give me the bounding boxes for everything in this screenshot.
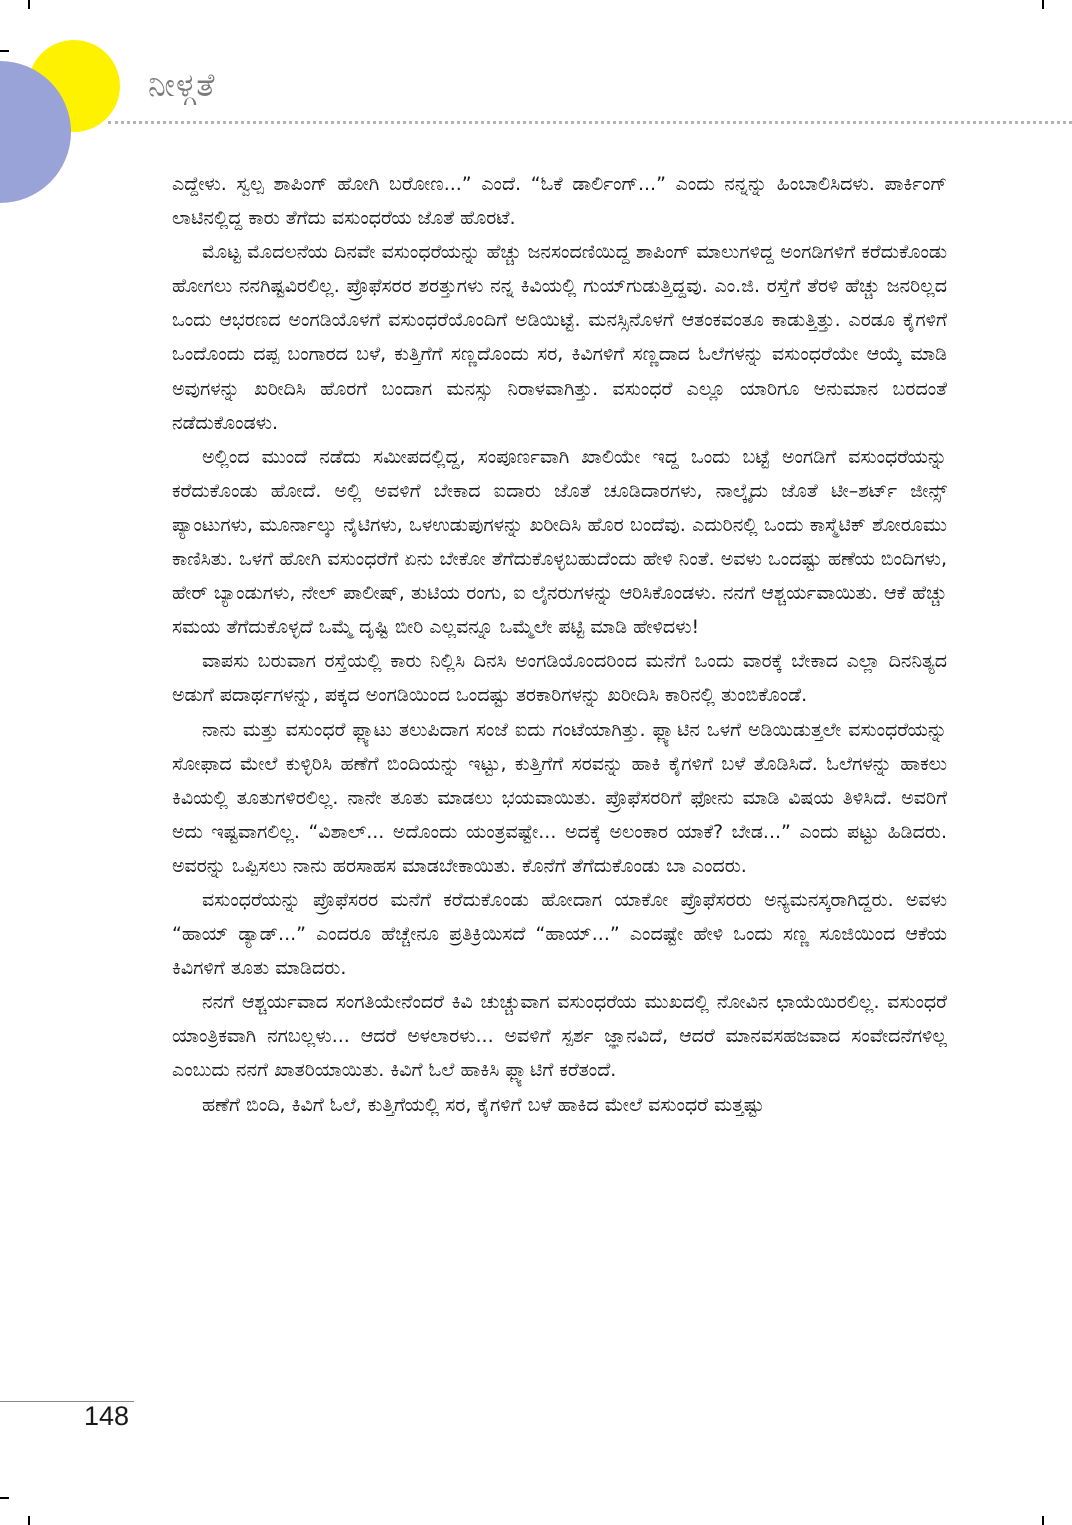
paragraph-1: ಎದ್ದೇಳು. ಸ್ವಲ್ಪ ಶಾಪಿಂಗ್ ಹೋಗಿ ಬರೋಣ...” ಎಂದೆ. “ಓಕೆ ಡಾರ್ಲಿಂಗ್...” ಎಂದು ನನ್ನನ್ನು ಹಿಂಬಾಲಿಸಿದಳು. ಪಾರ್ಕಿಂಗ್ ಲಾಟಿನಲ್ಲಿದ್ದ ಕಾರು ತೆಗೆದು ವಸುಂಧರೆಯ ಜೊತೆ ಹೊರಟೆ. xyxy=(172,173,947,230)
paragraph-2: ಮೊಟ್ಟ ಮೊದಲನೆಯ ದಿನವೇ ವಸುಂಧರೆಯನ್ನು ಹೆಚ್ಚು ಜನಸಂದಣಿಯಿದ್ದ ಶಾಪಿಂಗ್ ಮಾಲುಗಳಿದ್ದ ಅಂಗಡಿಗಳಿಗೆ ಕರೆದುಕೊಂಡು ಹೋಗಲು ನನಗಿಷ್ಟವಿರಲಿಲ್ಲ. ಪ್ರೊಫೆಸರರ ಶರತ್ತುಗಳು ನನ್ನ ಕಿವಿಯಲ್ಲಿ ಗುಯ್‌ಗುಡುತ್ತಿದ್ದವು. ಎಂ.ಜಿ. ರಸ್ತೆಗೆ ತೆರಳಿ ಹೆಚ್ಚು ಜನರಿಲ್ಲದ ಒಂದು ಆಭರಣದ ಅಂಗಡಿಯೊಳಗೆ ವಸುಂಧರೆಯೊಂದಿಗೆ ಅಡಿಯಿಟ್ಟೆ. ಮನಸ್ಸಿನೊಳಗೆ ಆತಂಕವಂತೂ ಕಾಡುತ್ತಿತ್ತು. ಎರಡೂ ಕೈಗಳಿಗೆ ಒಂದೊಂದು ದಪ್ಪ ಬಂಗಾರದ ಬಳೆ, ಕುತ್ತಿಗೆಗೆ ಸಣ್ಣದೊಂದು ಸರ, ಕಿವಿಗಳಿಗೆ ಸಣ್ಣದಾದ ಓಲೆಗಳನ್ನು ವಸುಂಧರೆಯೇ ಆಯ್ಕೆ ಮಾಡಿ ಅವುಗಳನ್ನು ಖರೀದಿಸಿ ಹೊರಗೆ ಬಂದಾಗ ಮನಸ್ಸು ನಿರಾಳವಾಗಿತ್ತು. ವಸುಂಧರೆ ಎಲ್ಲೂ ಯಾರಿಗೂ ಅನುಮಾನ ಬರದಂತೆ ನಡೆದುಕೊಂಡಳು. xyxy=(172,241,947,434)
crop-mark-left-lower xyxy=(0,1497,9,1499)
crop-mark-bottom-right xyxy=(1042,1516,1044,1525)
story-body xyxy=(172,167,947,1122)
section-title: ನೀಳ್ಗತೆ xyxy=(148,66,216,104)
crop-mark-bottom-left xyxy=(28,1516,30,1525)
paragraph-7: ನನಗೆ ಆಶ್ಚರ್ಯವಾದ ಸಂಗತಿಯೇನೆಂದರೆ ಕಿವಿ ಚುಚ್ಚುವಾಗ ವಸುಂಧರೆಯ ಮುಖದಲ್ಲಿ ನೋವಿನ ಛಾಯೆಯಿರಲಿಲ್ಲ. ವಸುಂಧರೆ ಯಾಂತ್ರಿಕವಾಗಿ ನಗಬಲ್ಲಳು... ಆದರೆ ಅಳಲಾರಳು... ಅವಳಿಗೆ ಸ್ಪರ್ಶ ಜ್ಞಾನವಿದೆ, ಆದರೆ ಮಾನವಸಹಜವಾದ ಸಂವೇದನೆಗಳಿಲ್ಲ ಎಂಬುದು ನನಗೆ ಖಾತರಿಯಾಯಿತು. ಕಿವಿಗೆ ಓಲೆ ಹಾಕಿಸಿ ಫ್ಲ್ಯಾಟಿಗೆ ಕರೆತಂದೆ. xyxy=(172,991,947,1082)
paragraph-3: ಅಲ್ಲಿಂದ ಮುಂದೆ ನಡೆದು ಸಮೀಪದಲ್ಲಿದ್ದ, ಸಂಪೂರ್ಣವಾಗಿ ಖಾಲಿಯೇ ಇದ್ದ ಒಂದು ಬಟ್ಟೆ ಅಂಗಡಿಗೆ ವಸುಂಧರೆಯನ್ನು ಕರೆದುಕೊಂಡು ಹೋದೆ. ಅಲ್ಲಿ ಅವಳಿಗೆ ಬೇಕಾದ ಐದಾರು ಜೊತೆ ಚೂಡಿದಾರಗಳು, ನಾಲ್ಕೈದು ಜೊತೆ ಟೀ–ಶರ್ಟ್ ಜೀನ್ಸ್ ಪ್ಯಾಂಟುಗಳು, ಮೂರ್ನಾಲ್ಕು ನೈಟಿಗಳು, ಒಳಉಡುಪುಗಳನ್ನು ಖರೀದಿಸಿ ಹೊರ ಬಂದೆವು. ಎದುರಿನಲ್ಲಿ ಒಂದು ಕಾಸ್ಮೆಟಿಕ್ ಶೋರೂಮು ಕಾಣಿಸಿತು. ಒಳಗೆ ಹೋಗಿ ವಸುಂಧರೆಗೆ ಏನು ಬೇಕೋ ತೆಗೆದುಕೊಳ್ಳಬಹುದೆಂದು ಹೇಳಿ ನಿಂತೆ. ಅವಳು ಒಂದಷ್ಟು ಹಣೆಯ ಬಿಂದಿಗಳು, ಹೇರ್ ಬ್ಯಾಂಡುಗಳು, ನೇಲ್ ಪಾಲೀಷ್, ತುಟಿಯ ರಂಗು, ಐ ಲೈನರುಗಳನ್ನು ಆರಿಸಿಕೊಂಡಳು. ನನಗೆ ಆಶ್ಚರ್ಯವಾಯಿತು. ಆಕೆ ಹೆಚ್ಚು ಸಮಯ ತೆಗೆದುಕೊಳ್ಳದೆ ಒಮ್ಮೆ ದೃಷ್ಟಿ ಬೀರಿ ಎಲ್ಲವನ್ನೂ ಒಮ್ಮೆಲೇ ಪಟ್ಟಿ ಮಾಡಿ ಹೇಳಿದಳು! xyxy=(172,445,947,639)
paragraph-5: ನಾನು ಮತ್ತು ವಸುಂಧರೆ ಫ್ಲ್ಯಾಟು ತಲುಪಿದಾಗ ಸಂಜೆ ಐದು ಗಂಟೆಯಾಗಿತ್ತು. ಫ್ಲ್ಯಾಟಿನ ಒಳಗೆ ಅಡಿಯಿಡುತ್ತಲೇ ವಸುಂಧರೆಯನ್ನು ಸೋಫಾದ ಮೇಲೆ ಕುಳ್ಳಿರಿಸಿ ಹಣೆಗೆ ಬಿಂದಿಯನ್ನು ಇಟ್ಟು, ಕುತ್ತಿಗೆಗೆ ಸರವನ್ನು ಹಾಕಿ ಕೈಗಳಿಗೆ ಬಳೆ ತೊಡಿಸಿದೆ. ಓಲೆಗಳನ್ನು ಹಾಕಲು ಕಿವಿಯಲ್ಲಿ ತೂತುಗಳಿರಲಿಲ್ಲ. ನಾನೇ ತೂತು ಮಾಡಲು ಭಯವಾಯಿತು. ಪ್ರೊಫೆಸರರಿಗೆ ಫೋನು ಮಾಡಿ ವಿಷಯ ತಿಳಿಸಿದೆ. ಅವರಿಗೆ ಅದು ಇಷ್ಟವಾಗಲಿಲ್ಲ. “ವಿಶಾಲ್... ಅದೊಂದು ಯಂತ್ರವಷ್ಟೇ... ಅದಕ್ಕೆ ಅಲಂಕಾರ ಯಾಕೆ? ಬೇಡ...” ಎಂದು ಪಟ್ಟು ಹಿಡಿದರು. ಅವರನ್ನು ಒಪ್ಪಿಸಲು ನಾನು ಹರಸಾಹಸ ಮಾಡಬೇಕಾಯಿತು. ಕೊನೆಗೆ ತೆಗೆದುಕೊಂಡು ಬಾ ಎಂದರು. xyxy=(172,718,947,877)
paragraph-4: ವಾಪಸು ಬರುವಾಗ ರಸ್ತೆಯಲ್ಲಿ ಕಾರು ನಿಲ್ಲಿಸಿ ದಿನಸಿ ಅಂಗಡಿಯೊಂದರಿಂದ ಮನೆಗೆ ಒಂದು ವಾರಕ್ಕೆ ಬೇಕಾದ ಎಲ್ಲಾ ದಿನನಿತ್ಯದ ಅಡುಗೆ ಪದಾರ್ಥಗಳನ್ನು, ಪಕ್ಕದ ಅಂಗಡಿಯಿಂದ ಒಂದಷ್ಟು ತರಕಾರಿಗಳನ್ನು ಖರೀದಿಸಿ ಕಾರಿನಲ್ಲಿ ತುಂಬಿಕೊಂಡೆ. xyxy=(172,650,947,707)
crop-mark-top-right xyxy=(1042,0,1044,9)
paragraph-8: ಹಣೆಗೆ ಬಿಂದಿ, ಕಿವಿಗೆ ಓಲೆ, ಕುತ್ತಿಗೆಯಲ್ಲಿ ಸರ, ಕೈಗಳಿಗೆ ಬಳೆ ಹಾಕಿದ ಮೇಲೆ ವಸುಂಧರೆ ಮತ್ತಷ್ಟು xyxy=(202,1093,765,1116)
header-decoration xyxy=(0,0,160,220)
page-number: 148 xyxy=(84,1401,130,1431)
header-dotted-divider xyxy=(108,121,1072,124)
paragraph-6: ವಸುಂಧರೆಯನ್ನು ಪ್ರೊಫೆಸರರ ಮನೆಗೆ ಕರೆದುಕೊಂಡು ಹೋದಾಗ ಯಾಕೋ ಪ್ರೊಫೆಸರರು ಅನ್ಯಮನಸ್ಕರಾಗಿದ್ದರು. ಅವಳು “ಹಾಯ್ ಡ್ಯಾಡ್...” ಎಂದರೂ ಹೆಚ್ಚೇನೂ ಪ್ರತಿಕ್ರಿಯಿಸದೆ “ಹಾಯ್...” ಎಂದಷ್ಟೇ ಹೇಳಿ ಒಂದು ಸಣ್ಣ ಸೂಜಿಯಿಂದ ಆಕೆಯ ಕಿವಿಗಳಿಗೆ ತೂತು ಮಾಡಿದರು. xyxy=(172,888,947,980)
